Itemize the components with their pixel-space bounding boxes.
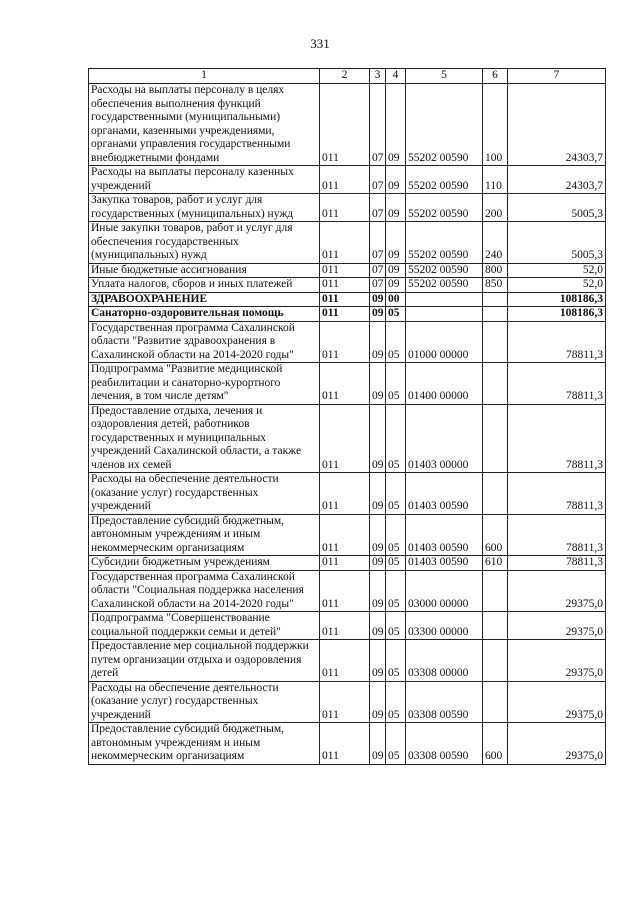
subsection-cell: 09 xyxy=(386,166,406,194)
section-cell: 09 xyxy=(370,514,386,556)
amount-cell: 5005,3 xyxy=(508,222,606,264)
subsection-cell: 05 xyxy=(386,321,406,363)
admin-code-cell: 011 xyxy=(320,681,370,723)
row-name-cell: Предоставление мер социальной поддержки путем организации отдыха и оздоровления детей xyxy=(89,640,320,682)
row-name-cell: Государственная программа Сахалинской области "Развитие здравоохранения в Сахалинской области на 2014-2020 годы" xyxy=(89,321,320,363)
section-cell: 07 xyxy=(370,194,386,222)
section-cell: 09 xyxy=(370,404,386,473)
admin-code-cell: 011 xyxy=(320,363,370,405)
subsection-cell: 05 xyxy=(386,723,406,765)
row-name-cell: Субсидии бюджетным учреждениям xyxy=(89,556,320,571)
section-cell: 09 xyxy=(370,681,386,723)
subsection-cell: 05 xyxy=(386,556,406,571)
section-cell: 09 xyxy=(370,292,386,307)
target-article-cell: 01400 00000 xyxy=(406,363,483,405)
target-article-cell: 03308 00590 xyxy=(406,723,483,765)
table-body xyxy=(89,84,606,765)
header-cell: 4 xyxy=(386,69,406,84)
table-row xyxy=(89,514,606,556)
target-article-cell: 01000 00000 xyxy=(406,321,483,363)
subsection-cell: 05 xyxy=(386,612,406,640)
row-name-cell: Предоставление субсидий бюджетным, автономным учреждениям и иным некоммерческим организациям xyxy=(89,514,320,556)
target-article-cell: 03308 00590 xyxy=(406,681,483,723)
row-name-cell: Предоставление субсидий бюджетным, автономным учреждениям и иным некоммерческим организациям xyxy=(89,723,320,765)
row-name-cell: ЗДРАВООХРАНЕНИЕ xyxy=(89,292,320,307)
amount-cell: 78811,3 xyxy=(508,321,606,363)
header-cell: 1 xyxy=(89,69,320,84)
admin-code-cell: 011 xyxy=(320,321,370,363)
table-row xyxy=(89,84,606,166)
table-row xyxy=(89,404,606,473)
section-cell: 07 xyxy=(370,222,386,264)
header-row xyxy=(89,69,606,84)
header-cell: 2 xyxy=(320,69,370,84)
row-name-cell: Санаторно-оздоровительная помощь xyxy=(89,307,320,322)
section-cell: 07 xyxy=(370,278,386,293)
row-name-cell: Расходы на выплаты персоналу в целях обеспечения выполнения функций государственными (муниципальными) органами, казенными учреждениями, органами управления государственными внебюджетными фондами xyxy=(89,84,320,166)
amount-cell: 78811,3 xyxy=(508,473,606,515)
admin-code-cell: 011 xyxy=(320,404,370,473)
target-article-cell: 01403 00590 xyxy=(406,556,483,571)
expense-type-cell xyxy=(483,640,508,682)
table-row xyxy=(89,473,606,515)
amount-cell: 29375,0 xyxy=(508,681,606,723)
section-cell: 07 xyxy=(370,84,386,166)
expense-type-cell: 610 xyxy=(483,556,508,571)
header-cell: 6 xyxy=(483,69,508,84)
target-article-cell: 03000 00000 xyxy=(406,570,483,612)
subsection-cell: 05 xyxy=(386,473,406,515)
header-cell: 3 xyxy=(370,69,386,84)
table-row xyxy=(89,681,606,723)
target-article-cell: 03300 00000 xyxy=(406,612,483,640)
section-cell: 09 xyxy=(370,473,386,515)
subsection-cell: 05 xyxy=(386,307,406,322)
admin-code-cell: 011 xyxy=(320,278,370,293)
admin-code-cell: 011 xyxy=(320,640,370,682)
expense-type-cell: 600 xyxy=(483,514,508,556)
target-article-cell: 55202 00590 xyxy=(406,194,483,222)
amount-cell: 5005,3 xyxy=(508,194,606,222)
expense-type-cell xyxy=(483,321,508,363)
row-name-cell: Расходы на обеспечение деятельности (оказание услуг) государственных учреждений xyxy=(89,681,320,723)
subsection-cell: 09 xyxy=(386,222,406,264)
subsection-cell: 09 xyxy=(386,263,406,278)
subsection-cell: 09 xyxy=(386,278,406,293)
target-article-cell xyxy=(406,292,483,307)
table-row xyxy=(89,723,606,765)
row-name-cell: Закупка товаров, работ и услуг для государственных (муниципальных) нужд xyxy=(89,194,320,222)
expense-type-cell: 800 xyxy=(483,263,508,278)
expense-type-cell: 100 xyxy=(483,84,508,166)
budget-table xyxy=(88,68,606,765)
table-row xyxy=(89,307,606,322)
target-article-cell: 03308 00000 xyxy=(406,640,483,682)
expense-type-cell: 110 xyxy=(483,166,508,194)
admin-code-cell: 011 xyxy=(320,570,370,612)
target-article-cell: 01403 00000 xyxy=(406,404,483,473)
amount-cell: 78811,3 xyxy=(508,363,606,405)
header-cell: 5 xyxy=(406,69,483,84)
table-row xyxy=(89,278,606,293)
target-article-cell: 55202 00590 xyxy=(406,263,483,278)
admin-code-cell: 011 xyxy=(320,194,370,222)
section-cell: 09 xyxy=(370,723,386,765)
section-cell: 09 xyxy=(370,307,386,322)
expense-type-cell: 240 xyxy=(483,222,508,264)
expense-type-cell xyxy=(483,404,508,473)
amount-cell: 108186,3 xyxy=(508,292,606,307)
table-row xyxy=(89,222,606,264)
amount-cell: 52,0 xyxy=(508,263,606,278)
admin-code-cell: 011 xyxy=(320,307,370,322)
expense-type-cell: 200 xyxy=(483,194,508,222)
subsection-cell: 09 xyxy=(386,194,406,222)
admin-code-cell: 011 xyxy=(320,514,370,556)
admin-code-cell: 011 xyxy=(320,292,370,307)
row-name-cell: Уплата налогов, сборов и иных платежей xyxy=(89,278,320,293)
amount-cell: 29375,0 xyxy=(508,612,606,640)
section-cell: 09 xyxy=(370,321,386,363)
admin-code-cell: 011 xyxy=(320,473,370,515)
admin-code-cell: 011 xyxy=(320,723,370,765)
table-row xyxy=(89,321,606,363)
amount-cell: 78811,3 xyxy=(508,556,606,571)
section-cell: 09 xyxy=(370,556,386,571)
expense-type-cell: 600 xyxy=(483,723,508,765)
row-name-cell: Подпрограмма "Совершенствование социальной поддержки семьи и детей" xyxy=(89,612,320,640)
table-row xyxy=(89,166,606,194)
expense-type-cell xyxy=(483,681,508,723)
section-cell: 09 xyxy=(370,570,386,612)
row-name-cell: Иные бюджетные ассигнования xyxy=(89,263,320,278)
expense-type-cell xyxy=(483,473,508,515)
table-row xyxy=(89,194,606,222)
amount-cell: 29375,0 xyxy=(508,723,606,765)
table-row xyxy=(89,612,606,640)
row-name-cell: Иные закупки товаров, работ и услуг для обеспечения государственных (муниципальных) нужд xyxy=(89,222,320,264)
expense-type-cell xyxy=(483,307,508,322)
section-cell: 07 xyxy=(370,263,386,278)
amount-cell: 78811,3 xyxy=(508,404,606,473)
admin-code-cell: 011 xyxy=(320,222,370,264)
table-row xyxy=(89,570,606,612)
amount-cell: 29375,0 xyxy=(508,570,606,612)
row-name-cell: Государственная программа Сахалинской области "Социальная поддержка населения Сахалинской области на 2014-2020 годы" xyxy=(89,570,320,612)
subsection-cell: 05 xyxy=(386,640,406,682)
admin-code-cell: 011 xyxy=(320,84,370,166)
target-article-cell: 01403 00590 xyxy=(406,473,483,515)
expense-type-cell xyxy=(483,363,508,405)
header-cell: 7 xyxy=(508,69,606,84)
table-row xyxy=(89,263,606,278)
admin-code-cell: 011 xyxy=(320,263,370,278)
target-article-cell: 01403 00590 xyxy=(406,514,483,556)
admin-code-cell: 011 xyxy=(320,166,370,194)
page-number: 331 xyxy=(310,36,330,51)
row-name-cell: Расходы на выплаты персоналу казенных учреждений xyxy=(89,166,320,194)
row-name-cell: Расходы на обеспечение деятельности (оказание услуг) государственных учреждений xyxy=(89,473,320,515)
amount-cell: 78811,3 xyxy=(508,514,606,556)
expense-type-cell: 850 xyxy=(483,278,508,293)
section-cell: 07 xyxy=(370,166,386,194)
table-row xyxy=(89,556,606,571)
section-cell: 09 xyxy=(370,640,386,682)
subsection-cell: 05 xyxy=(386,681,406,723)
expense-type-cell xyxy=(483,612,508,640)
section-cell: 09 xyxy=(370,612,386,640)
subsection-cell: 05 xyxy=(386,514,406,556)
subsection-cell: 05 xyxy=(386,363,406,405)
target-article-cell: 55202 00590 xyxy=(406,278,483,293)
amount-cell: 108186,3 xyxy=(508,307,606,322)
amount-cell: 24303,7 xyxy=(508,166,606,194)
amount-cell: 52,0 xyxy=(508,278,606,293)
target-article-cell: 55202 00590 xyxy=(406,222,483,264)
subsection-cell: 09 xyxy=(386,84,406,166)
table-row xyxy=(89,640,606,682)
row-name-cell: Предоставление отдыха, лечения и оздоровления детей, работников государственных и муниципальных учреждений Сахалинской области, а также членов их семей xyxy=(89,404,320,473)
expense-type-cell xyxy=(483,570,508,612)
subsection-cell: 00 xyxy=(386,292,406,307)
admin-code-cell: 011 xyxy=(320,556,370,571)
table-row xyxy=(89,363,606,405)
table-row xyxy=(89,292,606,307)
section-cell: 09 xyxy=(370,363,386,405)
subsection-cell: 05 xyxy=(386,404,406,473)
subsection-cell: 05 xyxy=(386,570,406,612)
row-name-cell: Подпрограмма "Развитие медицинской реабилитации и санаторно-курортного лечения, в том числе детям" xyxy=(89,363,320,405)
admin-code-cell: 011 xyxy=(320,612,370,640)
amount-cell: 24303,7 xyxy=(508,84,606,166)
target-article-cell: 55202 00590 xyxy=(406,84,483,166)
amount-cell: 29375,0 xyxy=(508,640,606,682)
target-article-cell: 55202 00590 xyxy=(406,166,483,194)
expense-type-cell xyxy=(483,292,508,307)
target-article-cell xyxy=(406,307,483,322)
